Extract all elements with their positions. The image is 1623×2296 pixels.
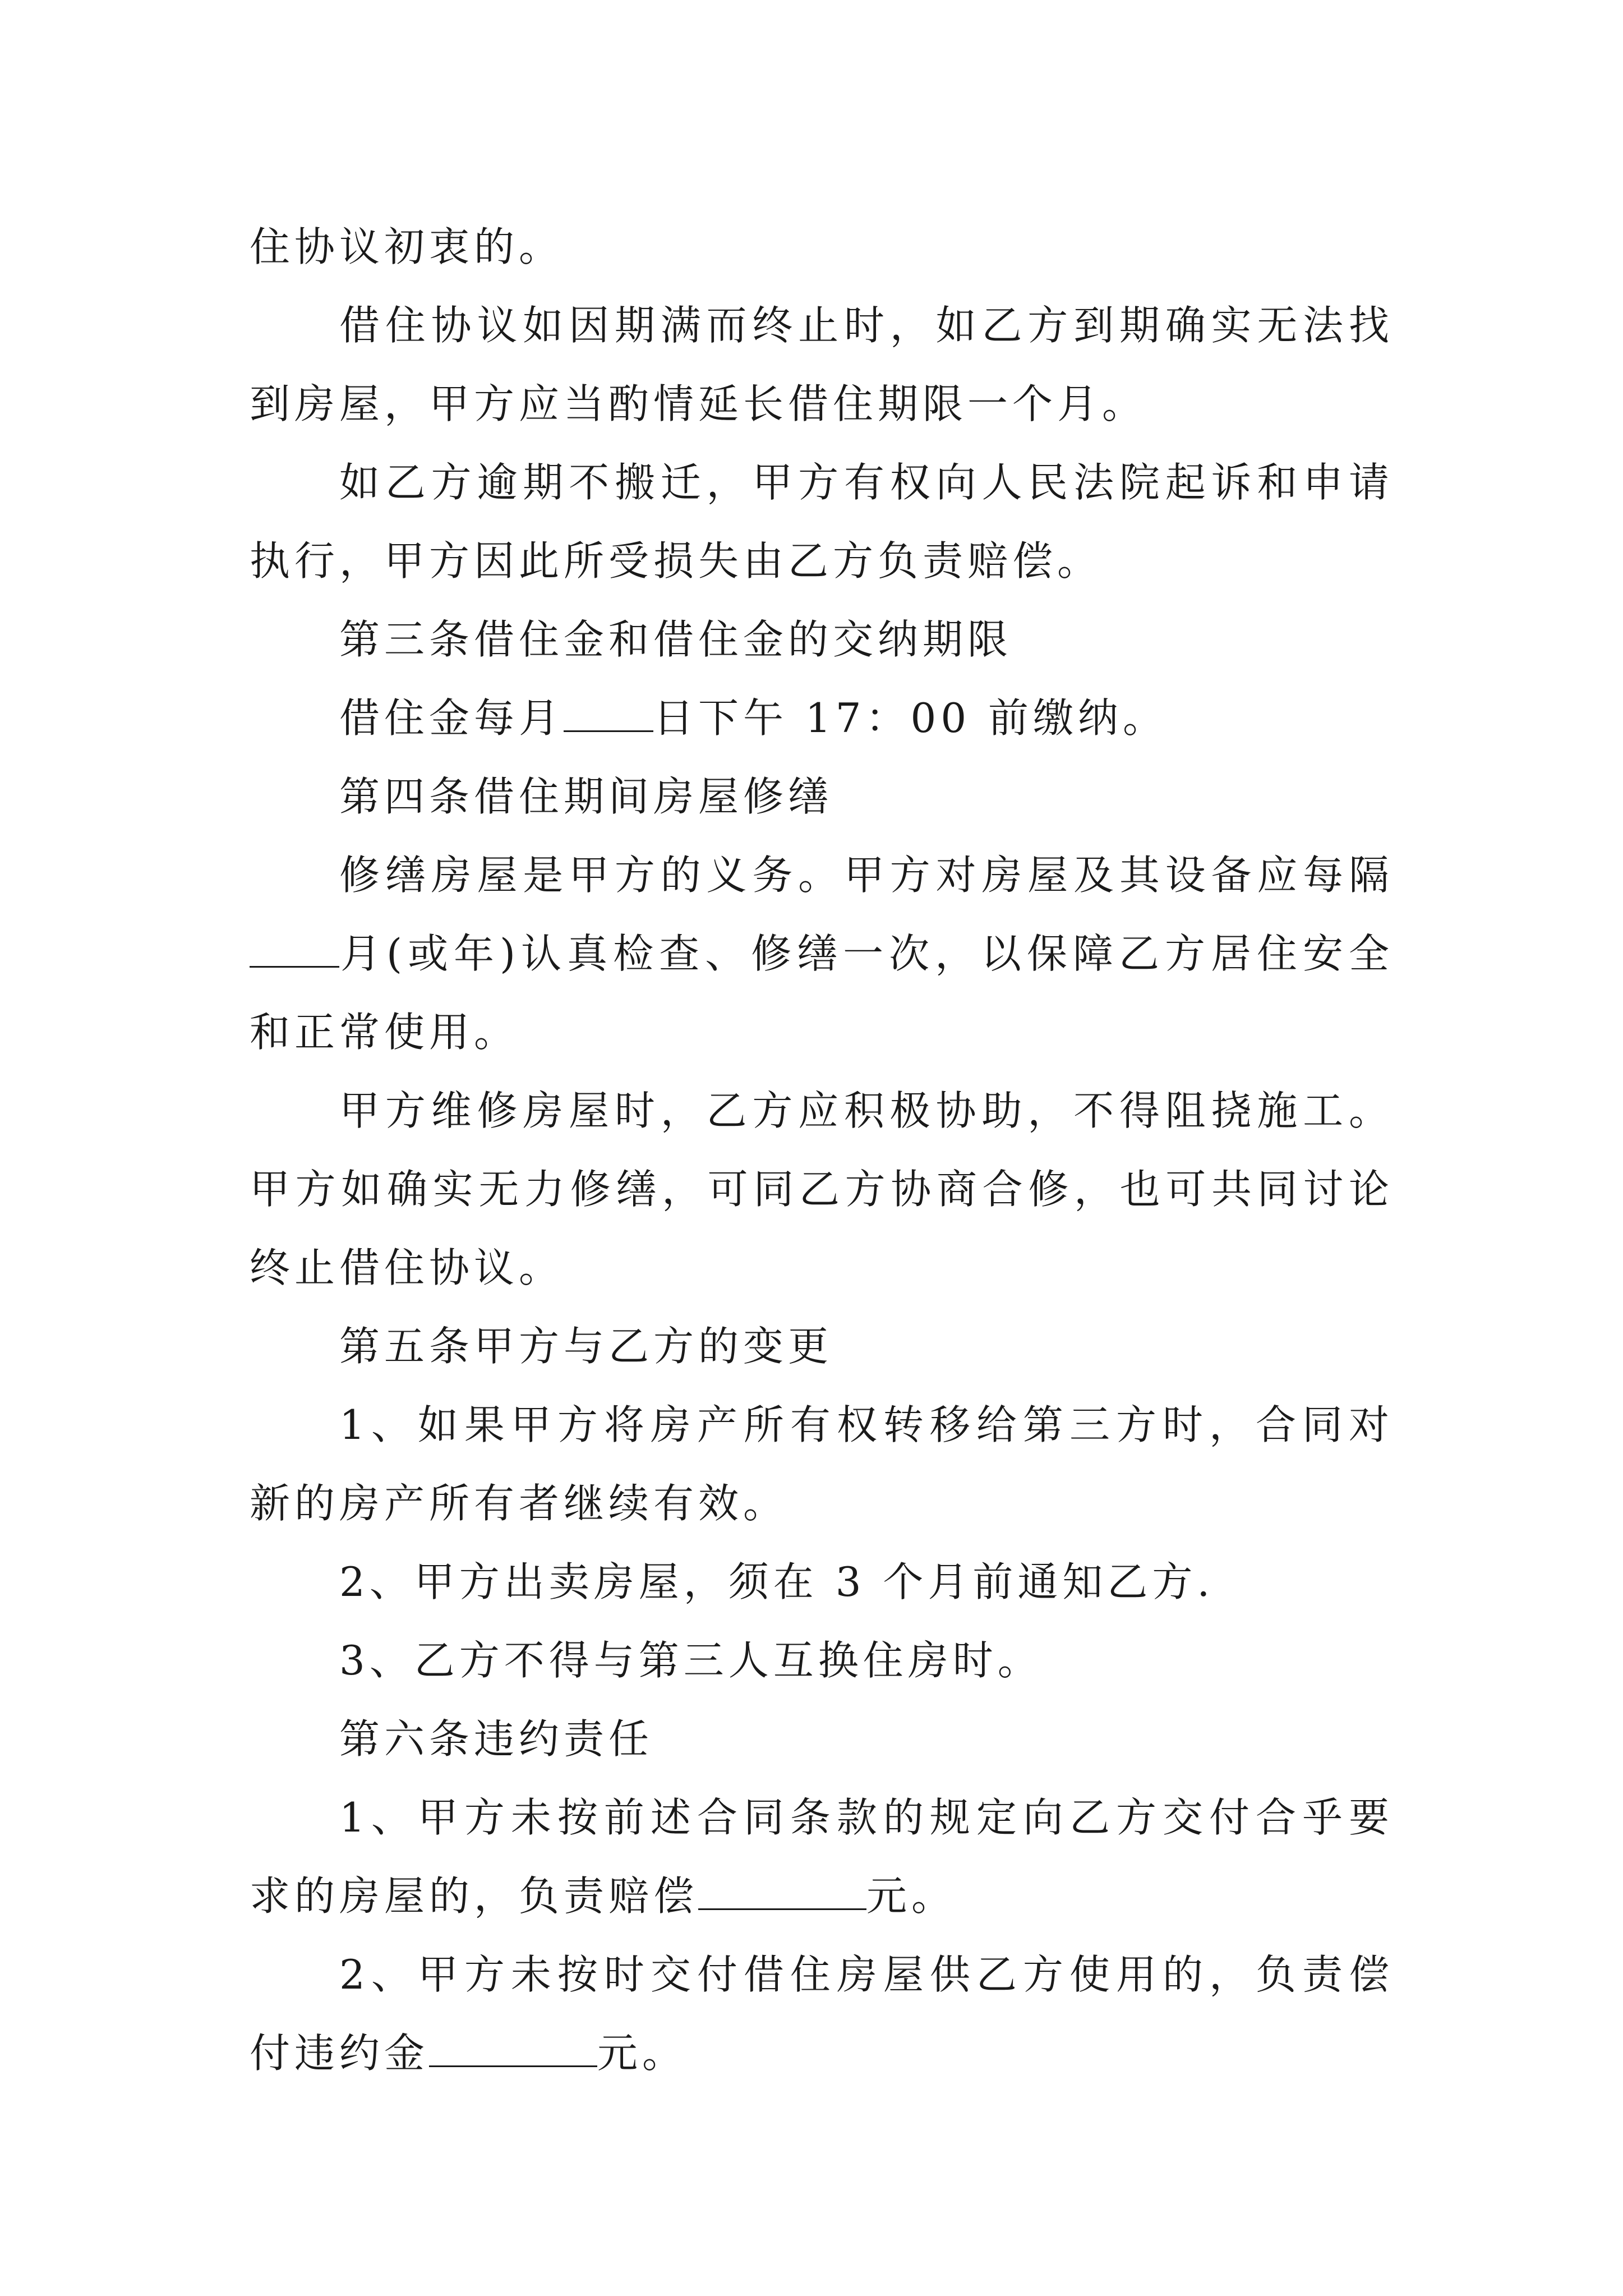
paragraph-text: 月(或年)认真检查、修缮一次，以保障乙方居住安全和正常使用。 <box>250 930 1394 1056</box>
paragraph-p6 <box>250 757 1394 836</box>
paragraph-text: 第五条甲方与乙方的变更 <box>339 1323 833 1370</box>
paragraph-text: 2、甲方未按时交付借住房屋供乙方使用的，负责偿付违约金 <box>250 1951 1394 2077</box>
paragraph-p7 <box>250 836 1394 1071</box>
paragraph-p9 <box>250 1307 1394 1386</box>
paragraph-text: 第六条违约责任 <box>339 1715 654 1763</box>
paragraph-p8 <box>250 1071 1394 1307</box>
paragraph-p12 <box>250 1621 1394 1700</box>
paragraph-text: 元。 <box>866 1872 957 1920</box>
fill-in-blank <box>698 1872 866 1910</box>
paragraph-p15 <box>250 1935 1394 2092</box>
paragraph-p13 <box>250 1700 1394 1778</box>
paragraph-text: 元。 <box>597 2030 688 2077</box>
paragraph-text: 2、甲方出卖房屋，须在 3 个月前通知乙方. <box>339 1558 1215 1605</box>
paragraph-text: 1、甲方未按前述合同条款的规定向乙方交付合乎要求的房屋的，负责赔偿 <box>250 1794 1394 1920</box>
fill-in-blank <box>564 694 653 732</box>
paragraph-text: 住协议初衷的。 <box>250 223 564 270</box>
paragraph-text: 如乙方逾期不搬迁，甲方有权向人民法院起诉和申请执行，甲方因此所受损失由乙方负责赔偿。 <box>250 459 1394 585</box>
paragraph-p5 <box>250 679 1394 757</box>
paragraph-text: 修缮房屋是甲方的义务。甲方对房屋及其设备应每隔 <box>339 852 1394 899</box>
fill-in-blank <box>429 2030 597 2067</box>
paragraph-text: 第三条借住金和借住金的交纳期限 <box>339 616 1013 663</box>
paragraph-text: 借住协议如因期满而终止时，如乙方到期确实无法找到房屋，甲方应当酌情延长借住期限一个月。 <box>250 302 1394 427</box>
paragraph-text: 日下午 17：00 前缴纳。 <box>653 694 1168 742</box>
paragraph-p3 <box>250 443 1394 600</box>
paragraph-p11 <box>250 1543 1394 1621</box>
document-body <box>250 208 1394 2092</box>
paragraph-p4 <box>250 600 1394 679</box>
paragraph-p2 <box>250 286 1394 443</box>
paragraph-text: 3、乙方不得与第三人互换住房时。 <box>339 1637 1043 1684</box>
paragraph-p1 <box>250 208 1394 286</box>
paragraph-text: 借住金每月 <box>339 694 564 742</box>
paragraph-text: 1、如果甲方将房产所有权转移给第三方时，合同对新的房产所有者继续有效。 <box>250 1401 1394 1527</box>
paragraph-text: 第四条借住期间房屋修缮 <box>339 773 833 820</box>
paragraph-p10 <box>250 1386 1394 1543</box>
paragraph-p14 <box>250 1778 1394 1935</box>
fill-in-blank <box>250 930 339 968</box>
paragraph-text: 甲方维修房屋时，乙方应积极协助，不得阻挠施工。甲方如确实无力修缮，可同乙方协商合修，也可共同讨论终止借住协议。 <box>250 1087 1394 1291</box>
